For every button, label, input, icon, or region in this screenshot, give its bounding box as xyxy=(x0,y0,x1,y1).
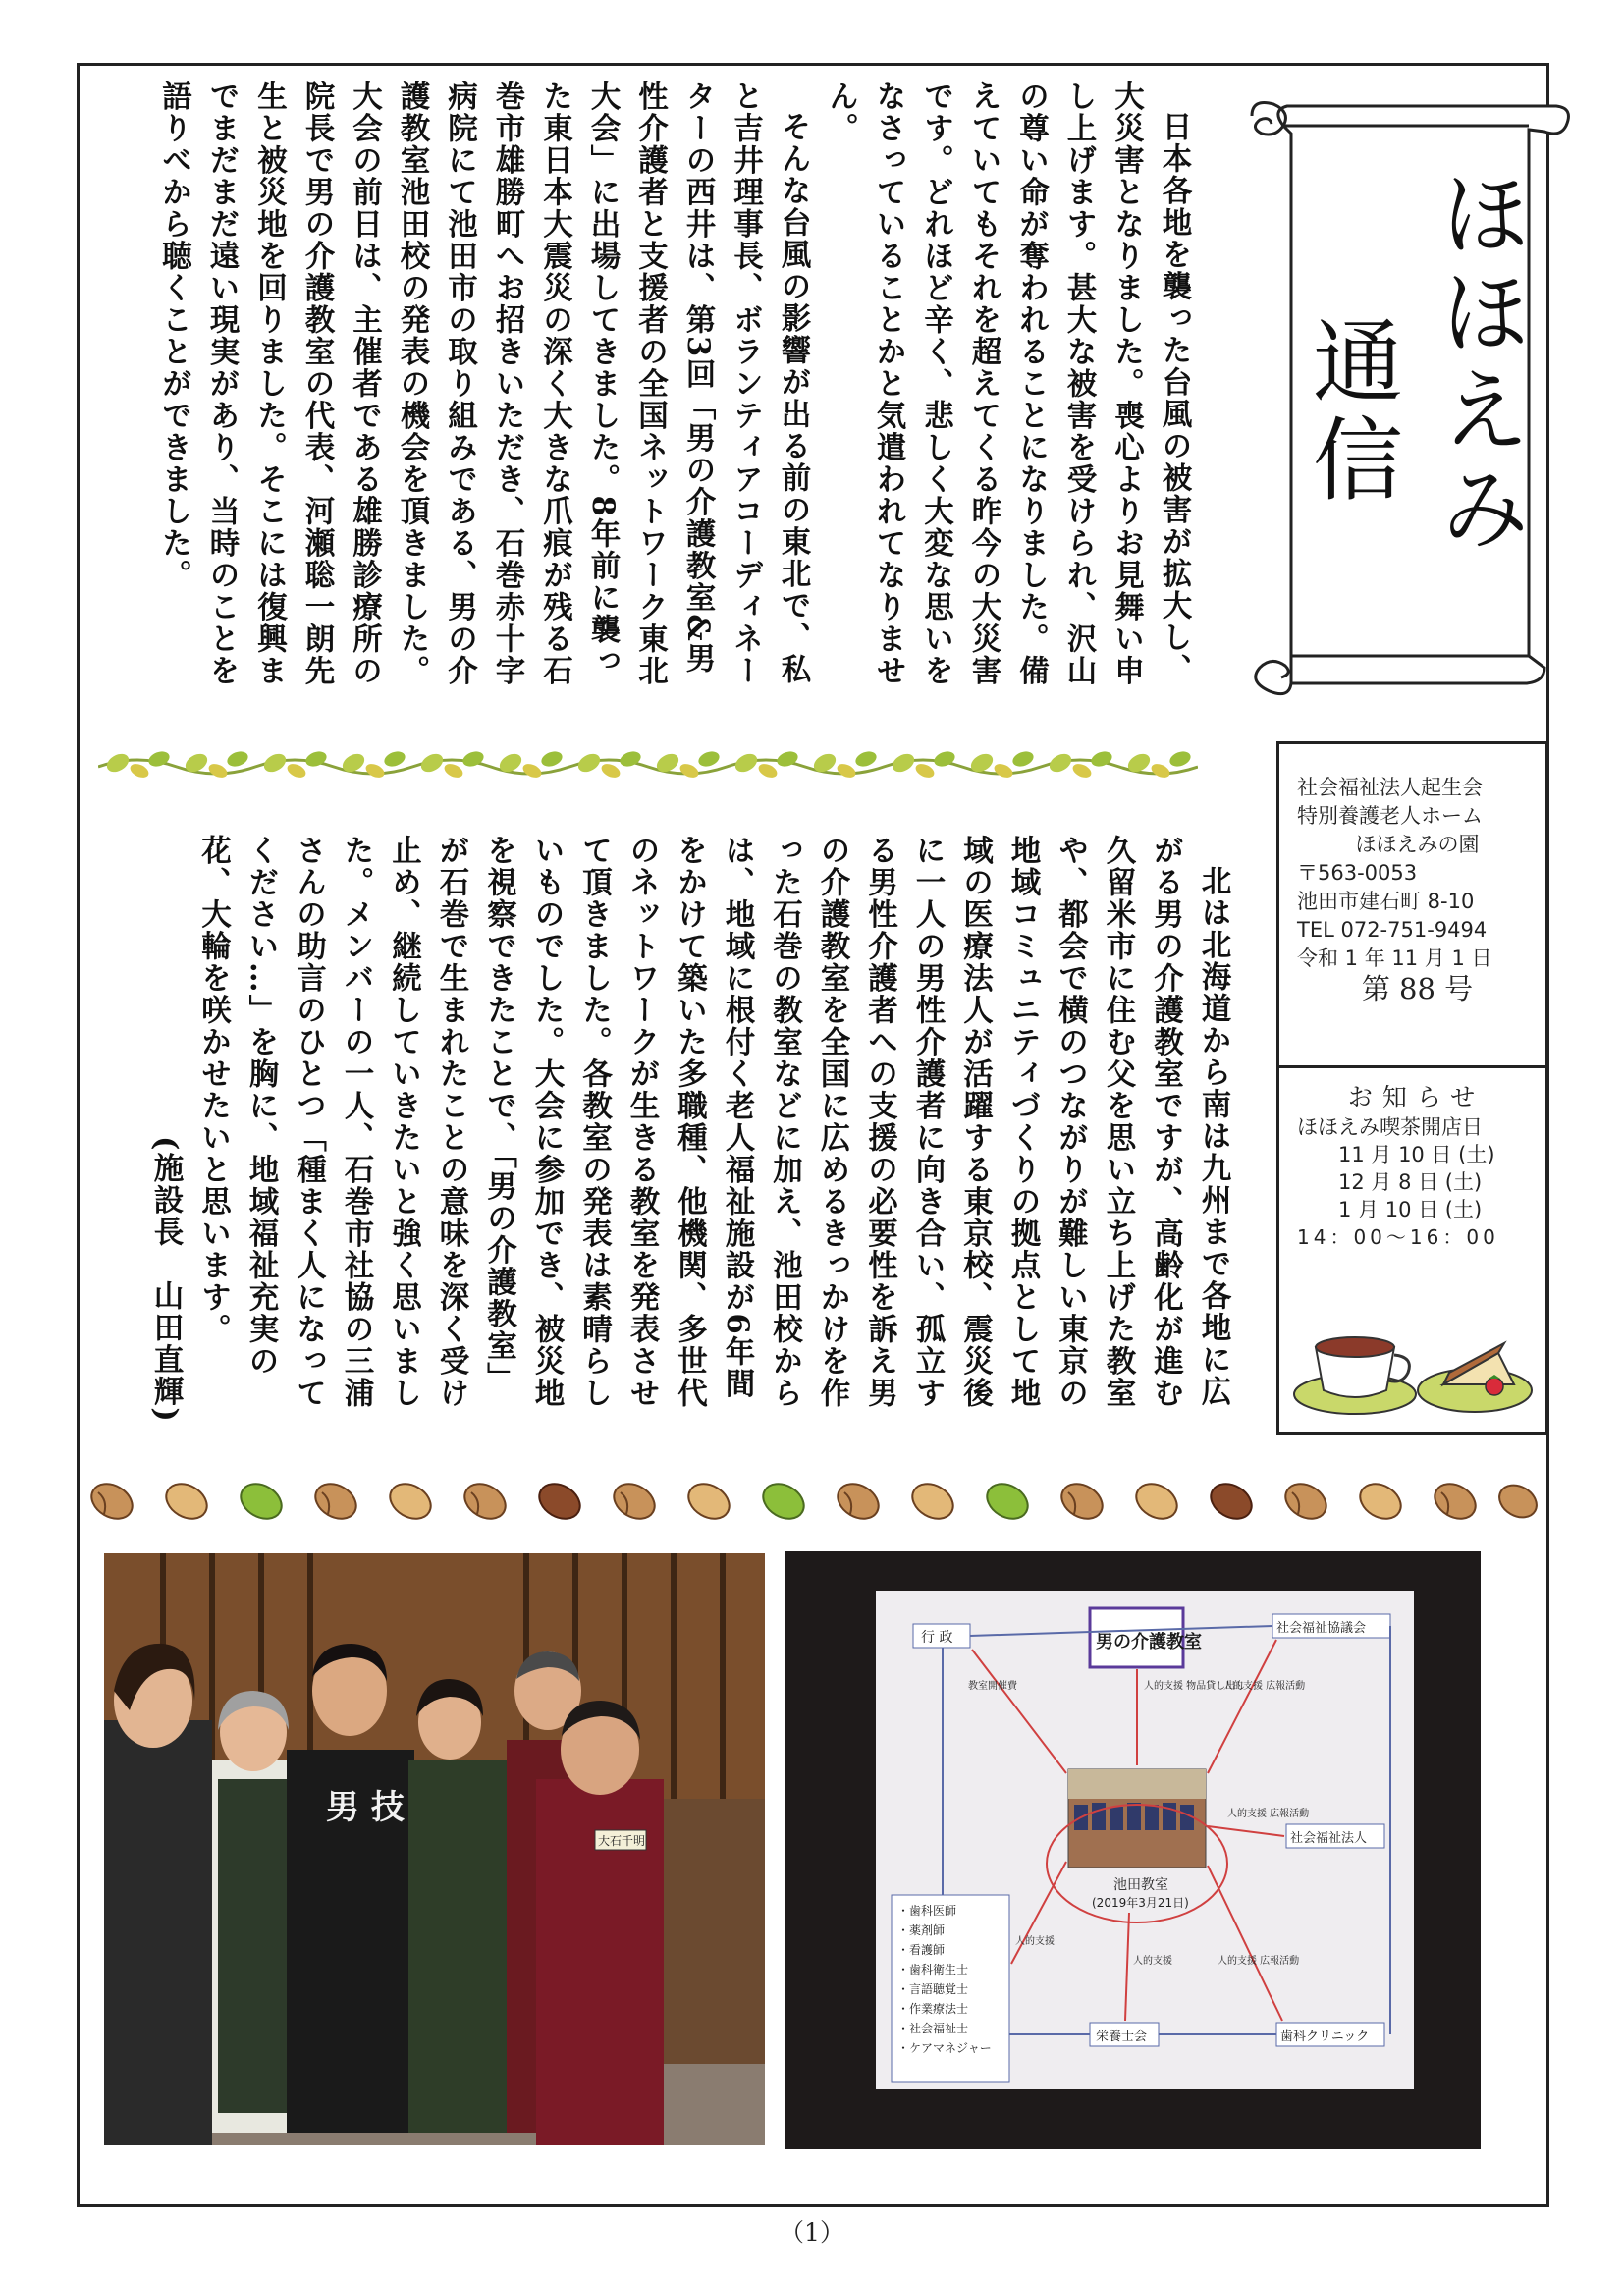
article-paragraph-1: 日本各地を襲った台風の被害が拡大し、大災害となりました。喪心よりお見舞い申し上げます。甚大な被害を受けられ、沢山の尊い命が奪われることになりました。備えていてもそれを超えてくる昨今の大災害です。どれほど辛く、悲しく大変な思いをなさっていることかと気遣われてなりません。 xyxy=(823,81,1192,687)
cafe-date: 1 月 10 日 (土) xyxy=(1338,1198,1483,1221)
node-center: 池田教室 xyxy=(1113,1877,1168,1893)
cafe-date: 12 月 8 日 (土) xyxy=(1338,1170,1483,1194)
center-logo: 男の介護教室 xyxy=(1096,1632,1202,1652)
edge-label-bottom: 人的支援 xyxy=(1133,1956,1172,1967)
node-eiyo: 栄養士会 xyxy=(1096,2030,1148,2044)
node-center-date: (2019年3月21日) xyxy=(1092,1896,1189,1910)
leaf-vine-divider xyxy=(98,741,1198,790)
facility-name: ほほえみの園 xyxy=(1355,833,1480,856)
name-tag: 大石千明 xyxy=(598,1834,646,1848)
article-paragraph-2: そんな台風の影響が出る前の東北で、私と吉井理事長、ボランティアコーディネーターの西井は、第3回「男の介護教室&男性介護者と支援者の全国ネットワーク東北大会」に出場してきました。8年前に襲った東日本大震災の深く大きな爪痕が残る石巻市雄勝町へお招きいただき、石巻赤十字病院にて池田市の取り組みである、男の介護教室池田校の発表の機会を頂きました。大会の前日は、主催者である雄勝診療所の院長で男の介護教室の代表、河瀬聡一朗先生と被災地を回りました。そこには復興までまだまだ遠い現実があり、当時のことを語りべから聴くことができました。 xyxy=(156,81,811,687)
profession-item: ・歯科衛生士 xyxy=(897,1963,969,1976)
edge-label-left-bottom: 人的支援 xyxy=(1015,1936,1055,1947)
article-upper xyxy=(98,81,1198,701)
profession-item: ・社会福祉士 xyxy=(897,2022,969,2035)
issue-date: 令和 1 年 11 月 1 日 xyxy=(1297,947,1492,970)
profession-item: ・作業療法士 xyxy=(897,2002,969,2016)
node-clinic: 歯科クリニック xyxy=(1280,2030,1370,2044)
shirt-text: 男 技 xyxy=(326,1788,405,1827)
address: 池田市建石町 8-10 xyxy=(1297,890,1475,913)
bread-divider xyxy=(86,1471,1540,1532)
notice-title: お知らせ xyxy=(1347,1083,1486,1111)
notice-subtitle: ほほえみ喫茶開店日 xyxy=(1297,1115,1483,1139)
page-number: （1） xyxy=(780,2218,844,2247)
postal-code: 〒563-0053 xyxy=(1297,861,1418,885)
profession-item: ・言語聴覚士 xyxy=(897,1982,969,1996)
group-photo xyxy=(104,1553,765,2145)
profession-item: ・歯科医師 xyxy=(897,1904,957,1918)
org-name: 社会福祉法人起生会 xyxy=(1297,776,1483,799)
article-lower xyxy=(142,835,1237,1424)
article-paragraph-3: 北は北海道から南は九州まで各地に広がる男の介護教室ですが、高齢化が進む久留米市に住む父を思い立ち上げた教室や、都会で横のつながりが難しい東京の地域コミュニティづくりの拠点として地域の医療法人が活躍する東京校、震災後に一人の男性介護者に向き合い、孤立する男性介護者への支援の必要性を訴え男の介護教室を全国に広めるきっかけを作った石巻の教室などに加え、池田校からは、地域に根付く老人福祉施設が6年間をかけて築いた多職種、他機関、多世代のネットワークが生きる教室を発表させて頂きました。各教室の発表は素晴らしいものでした。大会に参加でき、被災地を視察できたことで、「男の介護教室」が石巻で生まれたことの意味を深く受け止め、継続していきたいと強く思いました。メンバーの一人、石巻市社協の三浦さんの助言のひとつ「種まく人になってください…」を胸に、地域福祉充実の花、大輪を咲かせたいと思います。 xyxy=(195,835,1231,1409)
node-hojin: 社会福祉法人 xyxy=(1290,1831,1368,1846)
node-gyosei: 行 政 xyxy=(921,1630,953,1646)
newsletter-title xyxy=(1286,167,1542,599)
facility-type: 特別養護老人ホーム xyxy=(1297,804,1483,828)
publisher-info xyxy=(1279,744,1545,1068)
edge-label-right-mid: 人的支援 広報活動 xyxy=(1227,1809,1310,1819)
cafe-date: 11 月 10 日 (土) xyxy=(1338,1143,1495,1166)
telephone: TEL 072-751-9494 xyxy=(1297,918,1488,942)
title-line-1: ほほえみ xyxy=(1426,167,1531,560)
issue-number: 第 88 号 xyxy=(1361,972,1474,1005)
title-line-2: 通信 xyxy=(1298,314,1403,511)
node-shakyo: 社会福祉協議会 xyxy=(1276,1621,1367,1636)
presentation-photo xyxy=(785,1551,1481,2149)
cafe-time: 14：00〜16：00 xyxy=(1297,1225,1499,1249)
profession-item: ・薬剤師 xyxy=(897,1923,946,1937)
edge-label-left-top: 教室開催費 xyxy=(968,1681,1017,1692)
notice-section xyxy=(1279,1068,1545,1251)
cafe-dates xyxy=(1297,1141,1536,1223)
edge-label-right-bottom: 人的支援 広報活動 xyxy=(1218,1956,1300,1967)
edge-label-right-top: 人的支援 広報活動 xyxy=(1223,1681,1306,1692)
profession-item: ・看護師 xyxy=(897,1943,946,1957)
edge-label-top: 人的支援 物品貸し出し xyxy=(1144,1681,1246,1692)
profession-item: ・ケアマネジャー xyxy=(897,2041,992,2055)
tea-and-cake-illustration xyxy=(1286,1296,1542,1419)
author-signature: (施設長 山田直輝) xyxy=(148,1136,184,1424)
